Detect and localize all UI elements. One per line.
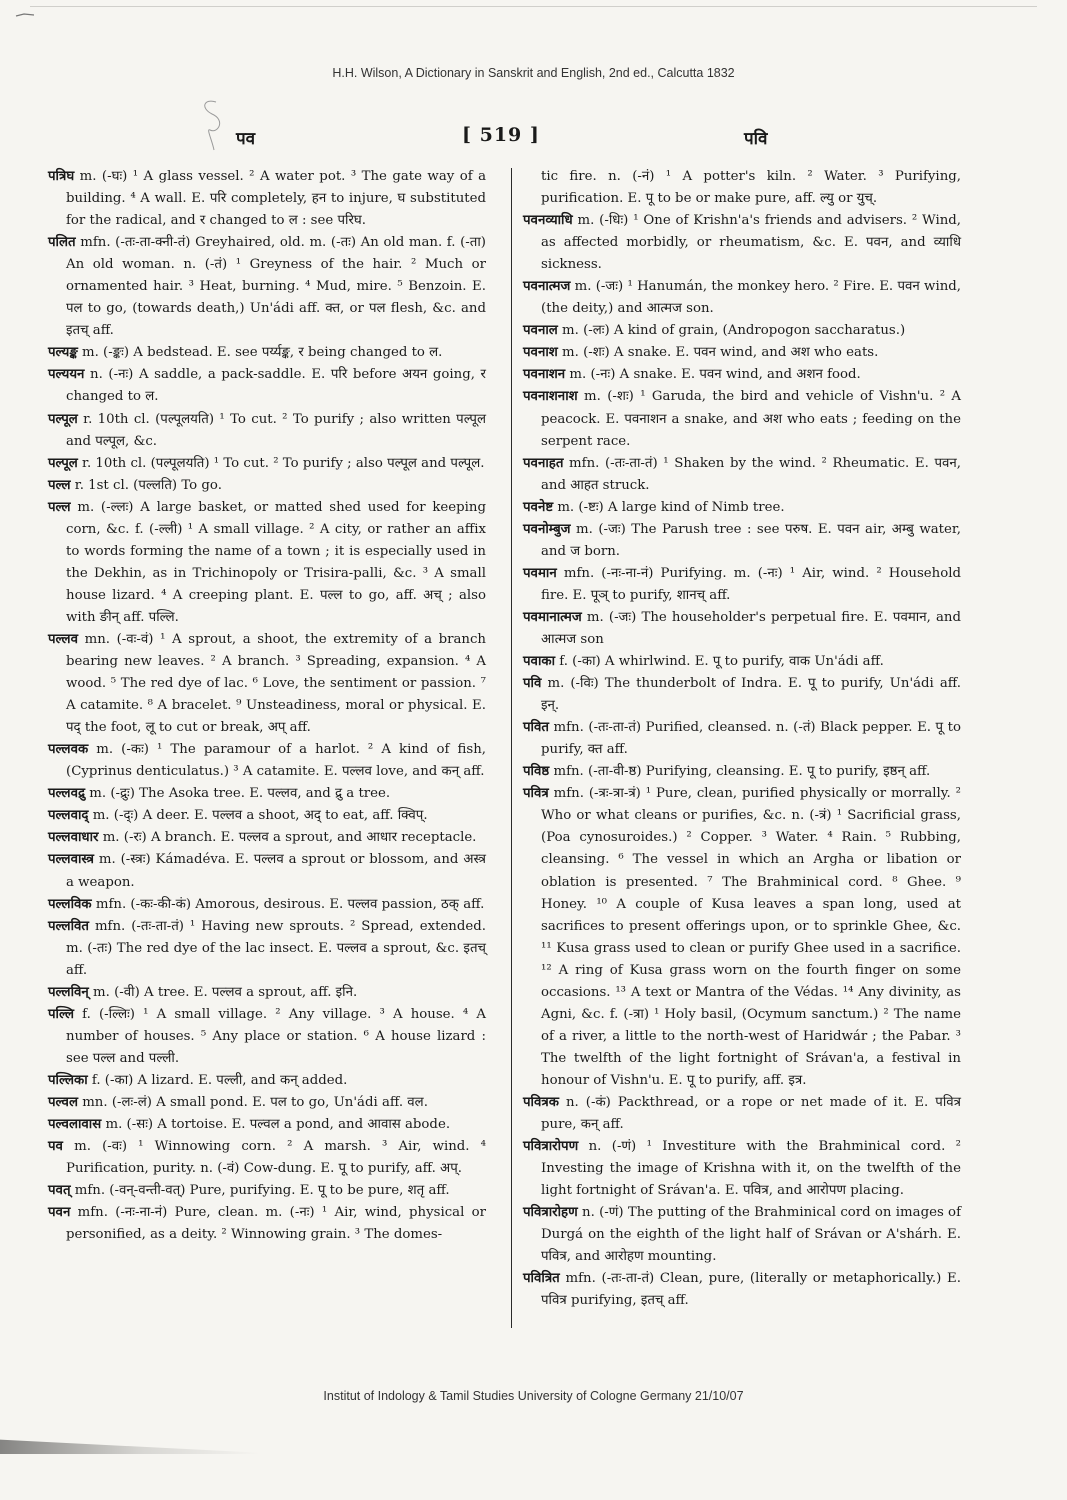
dictionary-entry [523, 166, 961, 210]
entry-definition: r. 1st cl. (पल्लति) To go. [70, 477, 222, 493]
entry-definition: m. (-द्रुः) The Asoka tree. E. पल्लव, and द्रु a tree. [85, 786, 391, 802]
entry-headword: पलित [48, 235, 76, 251]
dictionary-entry [48, 916, 486, 982]
entry-definition: mfn. (-त्रः-त्रा-त्रं) ¹ Pure, clean, purified physically or morrally. ² Who or what cleans or purifies, &c. n. (-त्रं) ¹ Sacrificial grass, (Poa cynosuroides.) ² Copper. ³ Water. ⁴ Rain. ⁵ Rubbing, cleansing. ⁶ The vessel in which an Argha or libation or oblation is presented. ⁷ The Brahminical cord. ⁸ Ghee. ⁹ Honey. ¹⁰ A couple of Kusa leaves a span long, used at sacrifices to present offerings upon, or to sprinkle Ghee, &c. ¹¹ Kusa grass used to clean or purify Ghee used in a sacrifice. ¹² A ring of Kusa grass worn on the fourth finger on some occasions. ¹³ A text or Mantra of the Védas. ¹⁴ Any divinity, as Agni, &c. f. (-त्रा) ¹ Holy basil, (Ocymum sanctum.) ² The name of a river, a little to the north-west of Haridwár ; the Pabar. ³ The twelfth of the light fortnight of Srávan'a, a festival in honour of Vishn'u. E. पू to purify, aff. इत्र. [541, 786, 961, 1088]
dictionary-entry [48, 849, 486, 893]
entry-definition: tic fire. n. (-नं) ¹ A potter's kiln. ² Water. ³ Purifying, purification. E. पू to be or make pure, aff. ल्यु or युच्. [541, 169, 961, 207]
entry-definition: m. (-जः) The Parush tree : see परुष. E. पवन air, अम्बु water, and ज born. [541, 521, 961, 559]
running-head [0, 126, 1067, 160]
entry-definition: m. (-ङ्कः) A bedstead. E. see पर्य्यङ्क, र being changed to ल. [77, 345, 443, 361]
entry-definition: m. (-वी) A tree. E. पल्लव a sprout, aff. इनि. [88, 984, 358, 1000]
column-divider [511, 168, 512, 1328]
entry-headword: पल्लिका [48, 1072, 88, 1088]
entry-headword: पविष्ठ [523, 764, 550, 780]
entry-headword: पल्ययन [48, 367, 85, 383]
entry-headword: पवनाल [523, 323, 558, 339]
entry-headword: पल्लवद्रु [48, 786, 86, 802]
scan-top-edge [30, 6, 1037, 7]
entry-definition: mn. (-वः-वं) ¹ A sprout, a shoot, the extremity of a branch bearing new leaves. ² A branch. ³ Spreading, expansion. ⁴ A wood. ⁵ The red dye of lac. ⁶ Love, the sentiment or passion. ⁷ A catamite. ⁸ A bracelet. ⁹ Unsteadiness, moral or physical. E. पद् the foot, लू to cut or break, अप् aff. [66, 631, 486, 736]
entry-headword: पवमानात्मज [523, 609, 582, 625]
entry-definition: mfn. (-तः-ता-क्नी-तं) Greyhaired, old. m. (-तः) An old man. f. (-ता) An old woman. n. (-तं) ¹ Greyness of the hair. ² Much or ornamented hair. ³ Heat, burning. ⁴ Mud, mire. ⁵ Benzoin. E. पल to go, (towards death,) Un'ádi aff. क्त, or पल flesh, &c. and इतच् aff. [66, 235, 486, 339]
dictionary-entry [523, 563, 961, 607]
entry-definition: m. (-घः) ¹ A glass vessel. ² A water pot. ³ The gate way of a building. ⁴ A wall. E. परि completely, हन to injure, घ substituted for the radical, and र changed to ल : see परिघ. [66, 169, 486, 229]
page-number: [ 519 ] [462, 124, 540, 146]
entry-definition: m. (-जः) The householder's perpetual fire. E. पवमान, and आत्मज son [541, 609, 961, 647]
entry-definition: f. (-ल्लिः) ¹ A small village. ² Any village. ³ A house. ⁴ A number of houses. ⁵ Any place or station. ⁶ A house lizard : see पल्ल and पल्ली. [66, 1006, 486, 1066]
entry-headword: पल्लवित [48, 918, 89, 934]
entry-definition: mfn. (-तः-ता-तं) ¹ Shaken by the wind. ² Rheumatic. E. पवन, and आहत struck. [541, 455, 961, 493]
entry-headword: पल्वलावास [48, 1117, 102, 1133]
entry-definition: m. (-नः) A snake. E. पवन wind, and अशन food. [565, 367, 861, 383]
dictionary-entry [523, 453, 961, 497]
dictionary-entry [523, 320, 961, 342]
entry-headword: पल्लविन् [48, 984, 89, 1000]
header-note: H.H. Wilson, A Dictionary in Sanskrit and English, 2nd ed., Calcutta 1832 [332, 66, 735, 80]
entry-definition: m. (-कः) ¹ The paramour of a harlot. ² A kind of fish, (Cyprinus denticulatus.) ³ A catamite. E. पल्लव love, and कन् aff. [66, 742, 486, 780]
dictionary-entry [48, 475, 486, 497]
dictionary-entry [523, 1202, 961, 1268]
entry-definition: mfn. (-तः-ता-तं) Clean, pure, (literally or metaphorically.) E. पवित्र purifying, इतच् aff. [541, 1271, 961, 1309]
entry-definition: r. 10th cl. (पल्पूलयति) ¹ To cut. ² To purify ; also पल्पूल and पल्पूल. [77, 455, 485, 471]
dictionary-entry [48, 409, 486, 453]
dictionary-entry [48, 783, 486, 805]
entry-headword: पवनात्मज [523, 279, 571, 295]
entry-headword: पवित्रारोहण [523, 1205, 578, 1221]
entry-headword: पवत् [48, 1183, 71, 1199]
entry-headword: पवि [523, 676, 542, 692]
dictionary-entry [48, 342, 486, 364]
entry-headword: पल्पूल [48, 455, 78, 471]
entry-headword: पवाका [523, 654, 556, 670]
dictionary-entry [523, 364, 961, 386]
dictionary-entry [48, 1092, 486, 1114]
entry-headword: पवित्रारोपण [523, 1139, 579, 1155]
entry-definition: mfn. (-कः-की-कं) Amorous, desirous. E. पल्लव passion, ठक् aff. [91, 896, 485, 912]
entry-headword: पवनोम्बुज [523, 521, 571, 537]
entry-definition: m. (-लः) A kind of grain, (Andropogon saccharatus.) [557, 323, 906, 339]
entry-definition: m. (-सः) A tortoise. E. पल्वल a pond, and आवास abode. [101, 1117, 451, 1133]
dictionary-entry [48, 739, 486, 783]
entry-definition: m. (-शः) A snake. E. पवन wind, and अश who eats. [557, 345, 879, 361]
dictionary-entry [48, 1180, 486, 1202]
entry-definition: m. (-द्ः) A deer. E. पल्लव a shoot, अद् to eat, aff. क्विप्. [88, 808, 428, 824]
entry-definition: mfn. (-नः-ना-नं) Pure, clean. m. (-नः) ¹ Air, wind, physical or personified, as a deity. ² Winnowing grain. ³ The domes- [66, 1205, 486, 1243]
entry-headword: पल्लवास्त्र [48, 852, 94, 868]
entry-definition: n. (-णं) ¹ Investiture with the Brahminical cord. ² Investing the image of Krishna with it, on the twelfth of the light fortnight of Srávan'a. E. पवित्र, and आरोपण placing. [541, 1139, 961, 1199]
entry-definition: r. 10th cl. (पल्पूलयति) ¹ To cut. ² To purify ; also written पल्पूल and पल्पूल, &c. [66, 411, 486, 449]
right-column [523, 166, 961, 1312]
entry-headword: पवनाशनाश [523, 389, 578, 405]
entry-definition: mfn. (-वन्-वन्ती-वत्) Pure, purifying. E. पू to be pure, शतृ aff. [70, 1183, 450, 1199]
entry-headword: पवन [48, 1205, 71, 1221]
dictionary-entry [523, 519, 961, 563]
entry-definition: m. (-जः) ¹ Hanumán, the monkey hero. ² Fire. E. पवन wind, (the deity,) and आत्मज son. [541, 279, 961, 317]
entry-definition: n. (-कं) Packthread, or a rope or net made of it. E. पवित्र pure, कन् aff. [541, 1094, 961, 1133]
dictionary-entry [523, 783, 961, 1092]
dictionary-entry [523, 607, 961, 651]
scan-smudge [0, 1430, 260, 1454]
entry-definition: mfn. (-तः-ता-तं) Purified, cleansed. n. (-तं) Black pepper. E. पू to purify, क्त aff. [541, 720, 961, 758]
entry-headword: पवनाश [523, 345, 558, 361]
entry-definition: f. (-का) A lizard. E. पल्ली, and कन् added. [87, 1072, 348, 1088]
entry-definition: m. (-ष्टः) A large kind of Nimb tree. [553, 499, 785, 515]
dictionary-entry [48, 629, 486, 739]
entry-definition: n. (-णं) The putting of the Brahminical cord on images of Durgá on the eighth of the light half of Srávan or A'shárh. E. पवित्र, and आरोहण mounting. [541, 1205, 961, 1265]
dictionary-entry [523, 1092, 961, 1136]
entry-headword: पवनव्याधि [523, 213, 573, 229]
dictionary-entry [48, 1114, 486, 1136]
dictionary-entry [523, 761, 961, 783]
dictionary-entry [523, 717, 961, 761]
entry-definition: m. (-वः) ¹ Winnowing corn. ² A marsh. ³ Air, wind. ⁴ Purification, purity. n. (-वं) Cow-dung. E. पू to purify, aff. अप्. [62, 1139, 486, 1177]
left-column [48, 166, 486, 1246]
entry-headword: पवित्र [523, 786, 549, 802]
dictionary-entry [48, 232, 486, 342]
footer-note: Institut of Indology & Tamil Studies University of Cologne Germany 21/10/07 [323, 1389, 744, 1403]
entry-definition: m. (-रः) A branch. E. पल्लव a sprout, and आधार receptacle. [98, 830, 477, 846]
entry-definition: mn. (-लः-लं) A small pond. E. पल to go, Un'ádi aff. वल. [77, 1094, 428, 1110]
dictionary-entry [48, 166, 486, 232]
entry-headword: पत्रिघ [48, 169, 75, 184]
entry-headword: पल्लवाधार [48, 830, 99, 846]
dictionary-entry [48, 1004, 486, 1070]
dictionary-entry [48, 982, 486, 1004]
dictionary-entry [48, 1070, 486, 1092]
dictionary-entry [48, 894, 486, 916]
entry-definition: m. (-शः) ¹ Garuda, the bird and vehicle of Vishn'u. ² A peacock. E. पवनाशन a snake, and अश who eats ; feeding on the serpent race. [541, 389, 961, 449]
dictionary-entry [523, 673, 961, 717]
entry-headword: पल्यङ्क [48, 345, 78, 361]
dictionary-entry [48, 827, 486, 849]
entry-headword: पल्लवक [48, 742, 89, 758]
entry-definition: f. (-का) A whirlwind. E. पू to purify, वाक Un'ádi aff. [555, 654, 884, 670]
entry-definition: m. (-स्त्रः) Kámadéva. E. पल्लव a sprout or blossom, and अस्त्र a weapon. [66, 852, 486, 890]
entry-headword: पल्ल [48, 477, 71, 493]
entry-headword: पवित्रक [523, 1094, 559, 1110]
dictionary-entry [523, 651, 961, 673]
entry-headword: पल्लव [48, 631, 78, 647]
entry-definition: m. (-विः) The thunderbolt of Indra. E. पू to purify, Un'ádi aff. इन्. [541, 676, 961, 714]
entry-headword: पव [48, 1139, 63, 1155]
entry-headword: पवनाशन [523, 367, 566, 383]
dictionary-entry [48, 1136, 486, 1180]
running-head-left-word: पव [236, 129, 256, 149]
entry-headword: पल्वल [48, 1094, 78, 1110]
entry-headword: पवनाहत [523, 455, 564, 471]
entry-definition: mfn. (-तः-ता-तं) ¹ Having new sprouts. ² Spread, extended. m. (-तः) The red dye of the lac insect. E. पल्लव a sprout, &c. इतच् aff. [66, 918, 486, 978]
dictionary-entry [523, 497, 961, 519]
dictionary-entry [523, 1136, 961, 1202]
dictionary-entry [48, 1202, 486, 1246]
entry-definition: mfn. (-नः-ना-नं) Purifying. m. (-नः) ¹ Air, wind. ² Household fire. E. पूञ् to purify, शानच् aff. [541, 565, 961, 603]
entry-definition: m. (-ल्लः) A large basket, or matted shed used for keeping corn, &c. f. (-ल्ली) ¹ A small village. ² A city, or rather an affix to words forming the name of a town ; it is especially used in the Dekhin, as in Trichinopoly or Trisira-palli, &c. ³ A small house lizard. ⁴ A creeping plant. E. पल्ल to go, aff. अच् ; also with ङीन् aff. पल्लि. [66, 499, 486, 625]
dictionary-entry [523, 386, 961, 452]
entry-headword: पल्पूल [48, 411, 78, 427]
entry-headword: पवनेष्ट [523, 499, 554, 515]
entry-definition: mfn. (-ता-वी-ष्ठ) Purifying, cleansing. E. पू to purify, इष्ठन् aff. [549, 764, 931, 780]
dictionary-entry [48, 453, 486, 475]
entry-headword: पवमान [523, 565, 557, 581]
entry-headword: पवित [523, 720, 549, 736]
dictionary-entry [48, 805, 486, 827]
entry-headword: पल्लि [48, 1006, 75, 1022]
scan-corner-mark [14, 10, 38, 20]
entry-headword: पल्लवाद् [48, 808, 89, 824]
dictionary-entry [523, 342, 961, 364]
dictionary-entry [48, 497, 486, 629]
entry-headword: पल्लविक [48, 896, 92, 912]
entry-headword: पवित्रित [523, 1271, 560, 1287]
dictionary-entry [523, 1268, 961, 1312]
entry-definition: n. (-नः) A saddle, a pack-saddle. E. परि before अयन going, र changed to ल. [66, 367, 486, 405]
entry-headword: पल्ल [48, 499, 71, 515]
dictionary-entry [523, 276, 961, 320]
dictionary-entry [48, 364, 486, 408]
dictionary-entry [523, 210, 961, 276]
running-head-right-word: पवि [744, 129, 768, 149]
entry-definition: m. (-धिः) ¹ One of Krishn'a's friends and advisers. ² Wind, as affected morbidly, or rheumatism, &c. E. पवन, and व्याधि sickness. [541, 213, 961, 273]
